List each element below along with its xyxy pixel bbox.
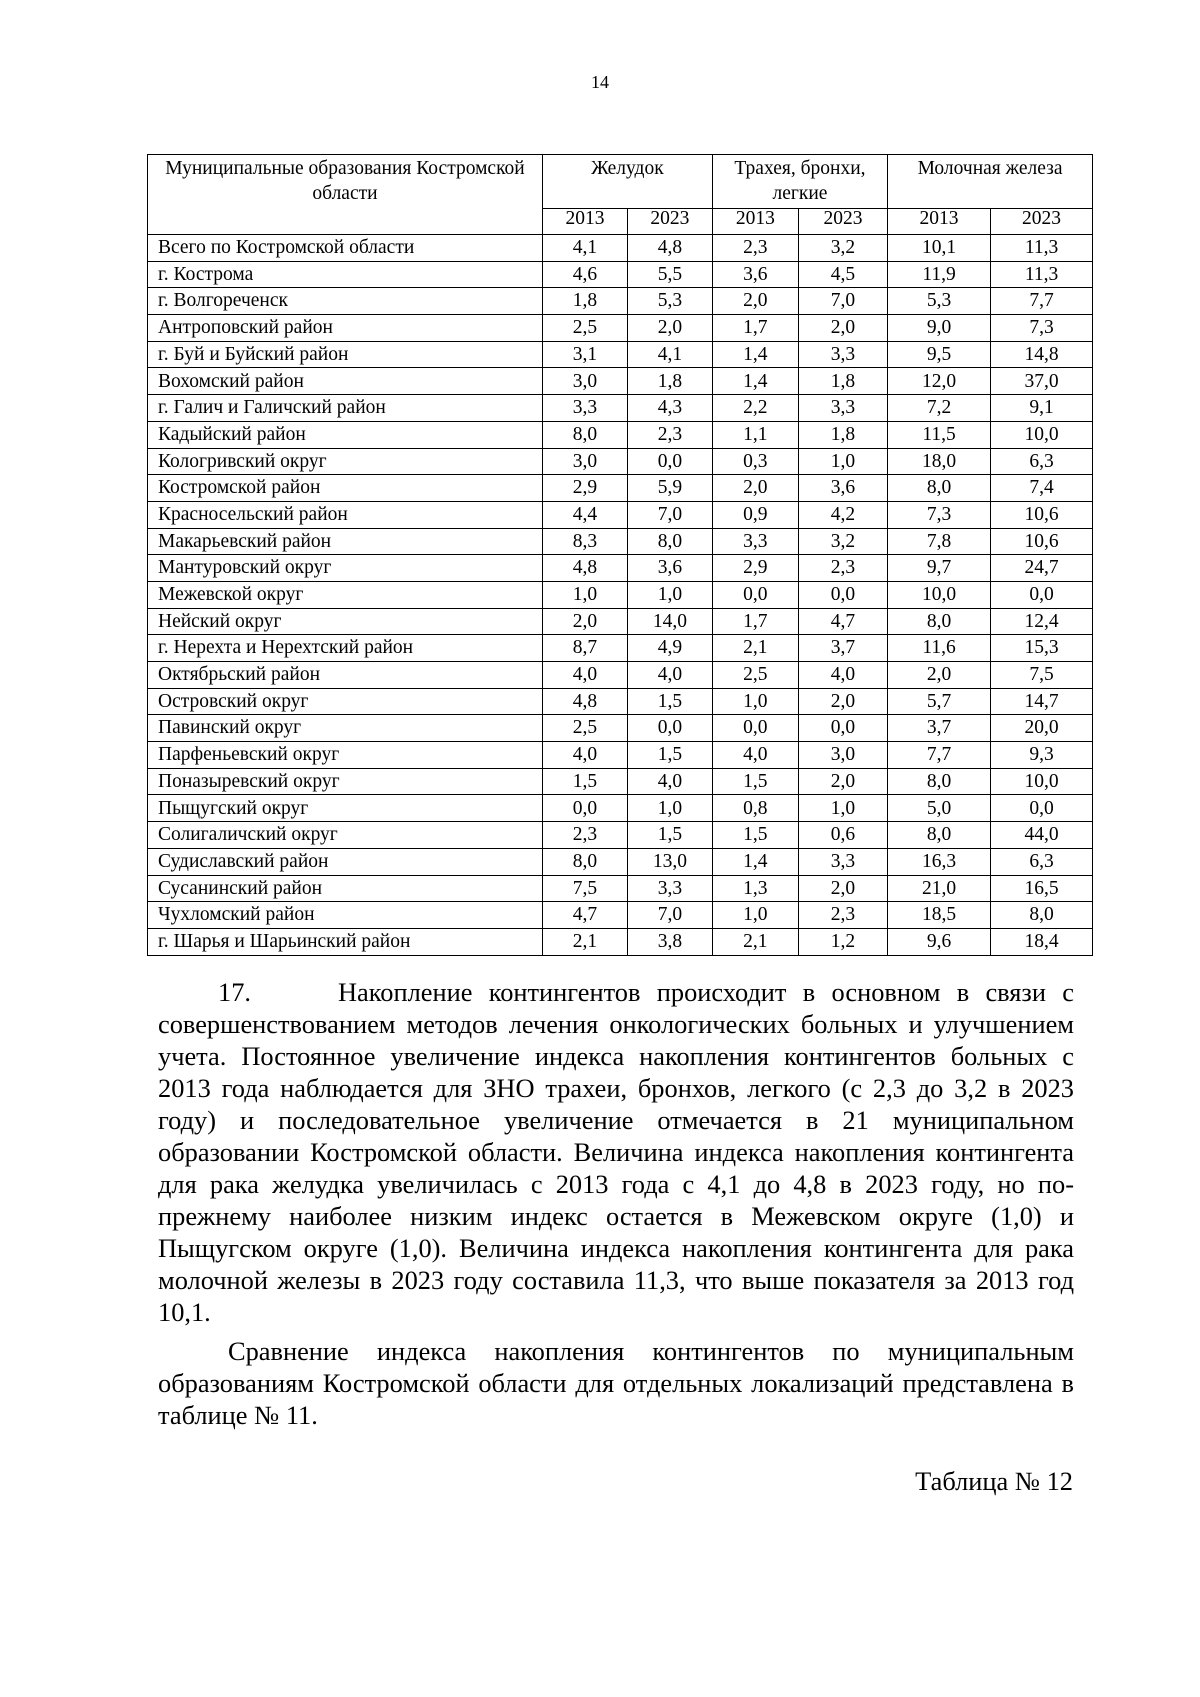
- value-cell: 1,5: [627, 822, 712, 849]
- region-name-cell: Кологривский округ: [148, 448, 543, 475]
- value-cell: 6,3: [991, 448, 1093, 475]
- value-cell: 15,3: [991, 635, 1093, 662]
- header-year: 2013: [888, 209, 991, 235]
- region-name-cell: Пыщугский округ: [148, 795, 543, 822]
- value-cell: 9,3: [991, 742, 1093, 769]
- value-cell: 14,8: [991, 341, 1093, 368]
- value-cell: 1,0: [798, 795, 887, 822]
- value-cell: 1,0: [712, 688, 798, 715]
- region-name-cell: г. Шарья и Шарьинский район: [148, 928, 543, 955]
- table-row: [148, 315, 1093, 342]
- table-row: [148, 368, 1093, 395]
- value-cell: 1,3: [712, 875, 798, 902]
- value-cell: 5,3: [888, 288, 991, 315]
- value-cell: 11,9: [888, 261, 991, 288]
- value-cell: 0,0: [712, 581, 798, 608]
- value-cell: 1,4: [712, 341, 798, 368]
- header-region: Муниципальные образования Костромской области: [148, 155, 543, 235]
- value-cell: 8,0: [991, 902, 1093, 929]
- value-cell: 1,8: [798, 421, 887, 448]
- value-cell: 7,4: [991, 475, 1093, 502]
- header-group-stomach: Желудок: [542, 155, 712, 209]
- value-cell: 8,0: [542, 421, 627, 448]
- value-cell: 18,0: [888, 448, 991, 475]
- value-cell: 1,7: [712, 315, 798, 342]
- value-cell: 24,7: [991, 555, 1093, 582]
- value-cell: 4,8: [627, 235, 712, 262]
- region-name-cell: г. Буй и Буйский район: [148, 341, 543, 368]
- table-row: [148, 822, 1093, 849]
- header-year: 2023: [991, 209, 1093, 235]
- value-cell: 2,0: [798, 315, 887, 342]
- value-cell: 0,0: [627, 448, 712, 475]
- value-cell: 1,5: [712, 822, 798, 849]
- region-name-cell: Чухломский район: [148, 902, 543, 929]
- value-cell: 5,0: [888, 795, 991, 822]
- value-cell: 4,5: [798, 261, 887, 288]
- table-row: [148, 902, 1093, 929]
- paragraph-number: 17.: [218, 977, 251, 1007]
- value-cell: 7,7: [888, 742, 991, 769]
- table-row: [148, 501, 1093, 528]
- table-row: [148, 341, 1093, 368]
- value-cell: 2,0: [627, 315, 712, 342]
- value-cell: 4,3: [627, 395, 712, 422]
- paragraph-comparison: [158, 1335, 1074, 1431]
- table-row: [148, 688, 1093, 715]
- value-cell: 16,5: [991, 875, 1093, 902]
- value-cell: 8,0: [888, 768, 991, 795]
- header-group-breast: Молочная железа: [888, 155, 1093, 209]
- value-cell: 3,6: [798, 475, 887, 502]
- value-cell: 2,3: [712, 235, 798, 262]
- value-cell: 20,0: [991, 715, 1093, 742]
- value-cell: 9,5: [888, 341, 991, 368]
- value-cell: 4,0: [542, 662, 627, 689]
- value-cell: 4,0: [798, 662, 887, 689]
- value-cell: 7,0: [798, 288, 887, 315]
- value-cell: 11,3: [991, 261, 1093, 288]
- paragraph-text: Накопление контингентов происходит в основном в связи с совершенствованием методов лечения онкологических больных и улучшением учета. Постоянное увеличение индекса накопления контингентов больных с 2013 года наблюдается для ЗНО трахеи, бронхов, легкого (с 2,3 до 3,2 в 2023 году) и последовательное увеличение отмечается в 21 муниципальном образовании Костромской области. Величина индекса накопления контингента для рака желудка увеличилась с 2013 года с 4,1 до 4,8 в 2023 году, но по-прежнему наиболее низким индекс остается в Межевском округе (1,0) и Пыщугском округе (1,0). Величина индекса накопления контингента для рака молочной железы в 2023 году составила 11,3, что выше показателя за 2013 год 10,1.: [158, 977, 1074, 1327]
- table-row: [148, 288, 1093, 315]
- region-name-cell: Павинский округ: [148, 715, 543, 742]
- value-cell: 2,9: [542, 475, 627, 502]
- value-cell: 2,3: [627, 421, 712, 448]
- region-name-cell: Всего по Костромской области: [148, 235, 543, 262]
- value-cell: 2,9: [712, 555, 798, 582]
- value-cell: 2,1: [712, 635, 798, 662]
- value-cell: 4,0: [627, 662, 712, 689]
- value-cell: 1,2: [798, 928, 887, 955]
- value-cell: 4,0: [712, 742, 798, 769]
- value-cell: 3,1: [542, 341, 627, 368]
- value-cell: 1,5: [627, 688, 712, 715]
- value-cell: 7,3: [991, 315, 1093, 342]
- value-cell: 18,5: [888, 902, 991, 929]
- region-name-cell: Костромской район: [148, 475, 543, 502]
- value-cell: 0,0: [798, 715, 887, 742]
- value-cell: 3,7: [798, 635, 887, 662]
- value-cell: 2,0: [798, 875, 887, 902]
- value-cell: 2,5: [712, 662, 798, 689]
- region-name-cell: Сусанинский район: [148, 875, 543, 902]
- value-cell: 1,5: [627, 742, 712, 769]
- value-cell: 9,0: [888, 315, 991, 342]
- paragraph-text: Сравнение индекса накопления контингентов по муниципальным образованиям Костромской области для отдельных локализаций представлена в таблице № 11.: [158, 1336, 1074, 1430]
- region-name-cell: Островский округ: [148, 688, 543, 715]
- value-cell: 9,6: [888, 928, 991, 955]
- value-cell: 2,1: [542, 928, 627, 955]
- value-cell: 1,0: [627, 581, 712, 608]
- value-cell: 4,8: [542, 555, 627, 582]
- table-caption: Таблица № 12: [915, 1466, 1073, 1496]
- value-cell: 0,6: [798, 822, 887, 849]
- region-name-cell: Мантуровский округ: [148, 555, 543, 582]
- value-cell: 1,4: [712, 368, 798, 395]
- value-cell: 7,5: [991, 662, 1093, 689]
- value-cell: 3,3: [798, 848, 887, 875]
- value-cell: 10,1: [888, 235, 991, 262]
- region-name-cell: Красносельский район: [148, 501, 543, 528]
- value-cell: 1,8: [798, 368, 887, 395]
- value-cell: 11,5: [888, 421, 991, 448]
- value-cell: 2,5: [542, 715, 627, 742]
- value-cell: 3,3: [798, 395, 887, 422]
- table-row: [148, 555, 1093, 582]
- data-table: [147, 154, 1093, 956]
- value-cell: 4,1: [627, 341, 712, 368]
- region-name-cell: Кадыйский район: [148, 421, 543, 448]
- value-cell: 0,0: [627, 715, 712, 742]
- value-cell: 2,1: [712, 928, 798, 955]
- table-row: [148, 768, 1093, 795]
- value-cell: 4,9: [627, 635, 712, 662]
- header-year: 2023: [798, 209, 887, 235]
- value-cell: 3,3: [798, 341, 887, 368]
- value-cell: 2,0: [798, 768, 887, 795]
- value-cell: 0,0: [991, 581, 1093, 608]
- value-cell: 8,0: [627, 528, 712, 555]
- value-cell: 4,0: [542, 742, 627, 769]
- value-cell: 7,8: [888, 528, 991, 555]
- region-name-cell: Солигаличский округ: [148, 822, 543, 849]
- value-cell: 0,0: [991, 795, 1093, 822]
- value-cell: 5,7: [888, 688, 991, 715]
- value-cell: 3,0: [798, 742, 887, 769]
- value-cell: 10,0: [991, 768, 1093, 795]
- region-name-cell: г. Волгореченск: [148, 288, 543, 315]
- value-cell: 8,7: [542, 635, 627, 662]
- value-cell: 1,7: [712, 608, 798, 635]
- header-year: 2023: [627, 209, 712, 235]
- region-name-cell: Парфеньевский округ: [148, 742, 543, 769]
- page-number: 14: [591, 72, 609, 92]
- table-row: [148, 928, 1093, 955]
- value-cell: 2,5: [542, 315, 627, 342]
- value-cell: 1,5: [712, 768, 798, 795]
- value-cell: 1,0: [712, 902, 798, 929]
- value-cell: 1,0: [627, 795, 712, 822]
- value-cell: 4,2: [798, 501, 887, 528]
- value-cell: 7,2: [888, 395, 991, 422]
- value-cell: 2,2: [712, 395, 798, 422]
- value-cell: 0,8: [712, 795, 798, 822]
- value-cell: 7,3: [888, 501, 991, 528]
- value-cell: 4,7: [798, 608, 887, 635]
- value-cell: 8,0: [542, 848, 627, 875]
- value-cell: 3,6: [627, 555, 712, 582]
- region-name-cell: Поназыревский округ: [148, 768, 543, 795]
- value-cell: 14,7: [991, 688, 1093, 715]
- value-cell: 3,3: [627, 875, 712, 902]
- value-cell: 0,3: [712, 448, 798, 475]
- value-cell: 4,8: [542, 688, 627, 715]
- value-cell: 2,3: [798, 902, 887, 929]
- value-cell: 7,5: [542, 875, 627, 902]
- value-cell: 21,0: [888, 875, 991, 902]
- value-cell: 6,3: [991, 848, 1093, 875]
- value-cell: 1,4: [712, 848, 798, 875]
- region-name-cell: Нейский округ: [148, 608, 543, 635]
- value-cell: 1,0: [798, 448, 887, 475]
- value-cell: 3,6: [712, 261, 798, 288]
- table-row: [148, 795, 1093, 822]
- value-cell: 9,7: [888, 555, 991, 582]
- value-cell: 3,3: [542, 395, 627, 422]
- table-row: [148, 421, 1093, 448]
- value-cell: 0,0: [542, 795, 627, 822]
- value-cell: 10,0: [888, 581, 991, 608]
- value-cell: 11,6: [888, 635, 991, 662]
- value-cell: 12,4: [991, 608, 1093, 635]
- value-cell: 5,5: [627, 261, 712, 288]
- table-row: [148, 261, 1093, 288]
- value-cell: 4,7: [542, 902, 627, 929]
- value-cell: 3,2: [798, 235, 887, 262]
- value-cell: 1,8: [627, 368, 712, 395]
- table-row: [148, 395, 1093, 422]
- table-body: [148, 235, 1093, 956]
- table-row: [148, 528, 1093, 555]
- table-row: [148, 875, 1093, 902]
- region-name-cell: Судиславский район: [148, 848, 543, 875]
- value-cell: 8,0: [888, 608, 991, 635]
- value-cell: 10,0: [991, 421, 1093, 448]
- value-cell: 3,2: [798, 528, 887, 555]
- value-cell: 3,3: [712, 528, 798, 555]
- table-row: [148, 235, 1093, 262]
- header-year: 2013: [542, 209, 627, 235]
- value-cell: 1,0: [542, 581, 627, 608]
- value-cell: 8,0: [888, 822, 991, 849]
- value-cell: 0,0: [798, 581, 887, 608]
- paragraph-17: [158, 976, 1074, 1328]
- value-cell: 8,3: [542, 528, 627, 555]
- region-name-cell: Октябрьский район: [148, 662, 543, 689]
- value-cell: 5,3: [627, 288, 712, 315]
- value-cell: 2,3: [798, 555, 887, 582]
- value-cell: 3,8: [627, 928, 712, 955]
- header-year: 2013: [712, 209, 798, 235]
- region-name-cell: г. Галич и Галичский район: [148, 395, 543, 422]
- value-cell: 14,0: [627, 608, 712, 635]
- value-cell: 1,1: [712, 421, 798, 448]
- value-cell: 8,0: [888, 475, 991, 502]
- region-name-cell: Макарьевский район: [148, 528, 543, 555]
- table-row: [148, 848, 1093, 875]
- table-row: [148, 448, 1093, 475]
- value-cell: 1,8: [542, 288, 627, 315]
- value-cell: 2,0: [542, 608, 627, 635]
- value-cell: 2,0: [712, 475, 798, 502]
- value-cell: 4,1: [542, 235, 627, 262]
- value-cell: 4,4: [542, 501, 627, 528]
- value-cell: 0,0: [712, 715, 798, 742]
- value-cell: 7,7: [991, 288, 1093, 315]
- region-name-cell: Антроповский район: [148, 315, 543, 342]
- value-cell: 3,0: [542, 448, 627, 475]
- value-cell: 4,0: [627, 768, 712, 795]
- value-cell: 3,7: [888, 715, 991, 742]
- table-row: [148, 635, 1093, 662]
- value-cell: 1,5: [542, 768, 627, 795]
- value-cell: 2,3: [542, 822, 627, 849]
- value-cell: 9,1: [991, 395, 1093, 422]
- table-row: [148, 715, 1093, 742]
- value-cell: 5,9: [627, 475, 712, 502]
- value-cell: 12,0: [888, 368, 991, 395]
- value-cell: 0,9: [712, 501, 798, 528]
- value-cell: 2,0: [712, 288, 798, 315]
- table-row: [148, 742, 1093, 769]
- region-name-cell: г. Нерехта и Нерехтский район: [148, 635, 543, 662]
- region-name-cell: Межевской округ: [148, 581, 543, 608]
- value-cell: 4,6: [542, 261, 627, 288]
- value-cell: 10,6: [991, 528, 1093, 555]
- value-cell: 18,4: [991, 928, 1093, 955]
- value-cell: 2,0: [888, 662, 991, 689]
- value-cell: 7,0: [627, 902, 712, 929]
- value-cell: 44,0: [991, 822, 1093, 849]
- header-group-lungs: Трахея, бронхи, легкие: [712, 155, 887, 209]
- value-cell: 7,0: [627, 501, 712, 528]
- table-row: [148, 475, 1093, 502]
- region-name-cell: г. Кострома: [148, 261, 543, 288]
- table-row: [148, 608, 1093, 635]
- value-cell: 2,0: [798, 688, 887, 715]
- table-row: [148, 662, 1093, 689]
- table-row: [148, 581, 1093, 608]
- value-cell: 3,0: [542, 368, 627, 395]
- value-cell: 11,3: [991, 235, 1093, 262]
- region-name-cell: Вохомский район: [148, 368, 543, 395]
- value-cell: 16,3: [888, 848, 991, 875]
- value-cell: 37,0: [991, 368, 1093, 395]
- value-cell: 10,6: [991, 501, 1093, 528]
- value-cell: 13,0: [627, 848, 712, 875]
